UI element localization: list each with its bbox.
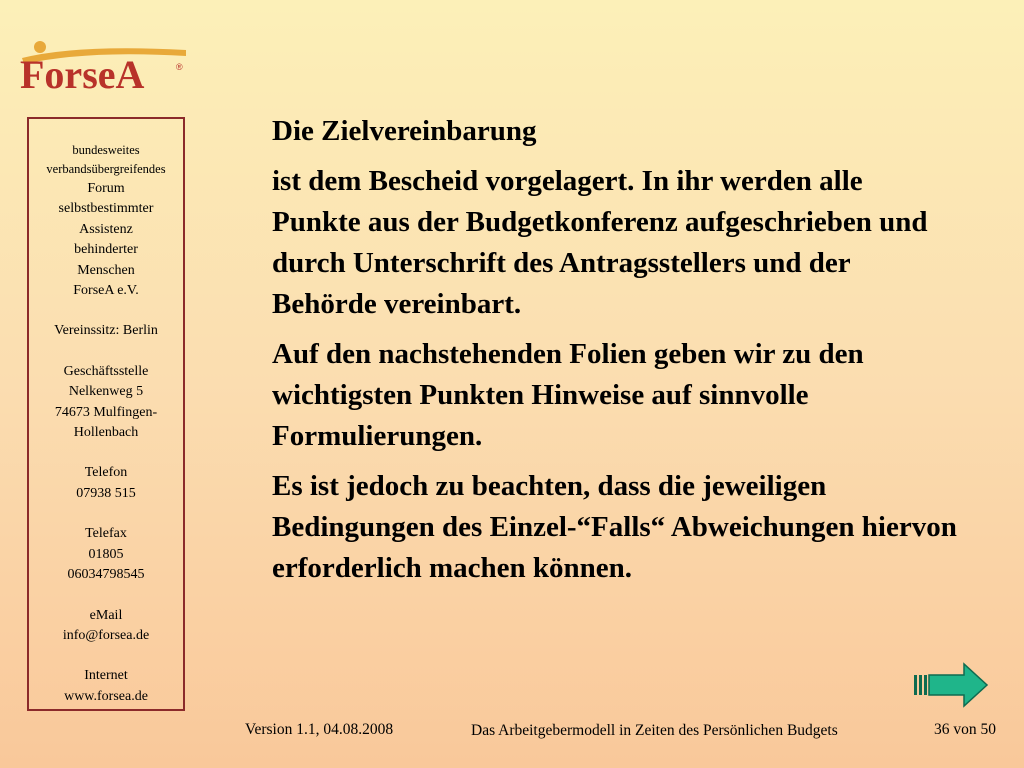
sidebar-fax-number: 01805 <box>88 546 124 562</box>
sidebar-office-line: Geschäftsstelle <box>63 363 149 379</box>
next-slide-button[interactable] <box>912 661 990 709</box>
slide-heading: Die Zielvereinbarung <box>272 115 537 147</box>
footer-title: Das Arbeitgebermodell in Zeiten des Persönlichen Budgets <box>471 722 838 739</box>
sidebar-email[interactable]: info@forsea.de <box>62 627 150 643</box>
sidebar-line: selbstbestimmter <box>58 201 154 217</box>
slide-paragraph: ist dem Bescheid vorgelagert. In ihr werden alle Punkte aus der Budgetkonferenz aufgeschrieben und durch Unterschrift des Antragsstellers und der Behörde vereinbart. <box>272 165 928 320</box>
slide-paragraph: Auf den nachstehenden Folien geben wir zu den wichtigsten Punkten Hinweise auf sinnvolle Formulierungen. <box>272 338 864 452</box>
sidebar-fax-label: Telefax <box>85 526 127 542</box>
sidebar-line: ForseA e.V. <box>73 283 139 299</box>
sidebar-line: verbandsübergreifendes <box>46 162 166 176</box>
sidebar-fax-number: 06034798545 <box>67 567 145 583</box>
forsea-logo <box>18 36 190 94</box>
svg-text:®: ® <box>176 62 183 72</box>
sidebar-seat: Vereinssitz: Berlin <box>54 323 158 339</box>
sidebar-line: Assistenz <box>79 221 133 237</box>
sidebar-phone-number: 07938 515 <box>76 485 136 501</box>
sidebar-website[interactable]: www.forsea.de <box>64 688 148 704</box>
footer-version: Version 1.1, 04.08.2008 <box>245 721 394 738</box>
logo-wordmark: ForseA <box>20 52 145 94</box>
slide-paragraph: Es ist jedoch zu beachten, dass die jeweiligen Bedingungen des Einzel-“Falls“ Abweichungen hiervon erforderlich machen können. <box>272 470 957 584</box>
sidebar-line: bundesweites <box>72 143 140 157</box>
sidebar-office-line: Nelkenweg 5 <box>68 384 144 400</box>
footer-page-number: 36 von 50 <box>934 721 996 738</box>
contact-sidebar <box>27 117 185 711</box>
sidebar-office-line: 74673 Mulfingen- <box>54 404 158 420</box>
sidebar-line: Menschen <box>77 262 135 278</box>
sidebar-office-line: Hollenbach <box>73 425 139 441</box>
sidebar-email-label: eMail <box>89 607 123 623</box>
sidebar-line: Forum <box>87 181 125 196</box>
sidebar-web-label: Internet <box>84 668 128 684</box>
slide-content <box>272 111 992 598</box>
next-arrow-icon <box>912 661 990 709</box>
sidebar-line: behinderter <box>74 242 138 258</box>
sidebar-phone-label: Telefon <box>84 465 128 481</box>
